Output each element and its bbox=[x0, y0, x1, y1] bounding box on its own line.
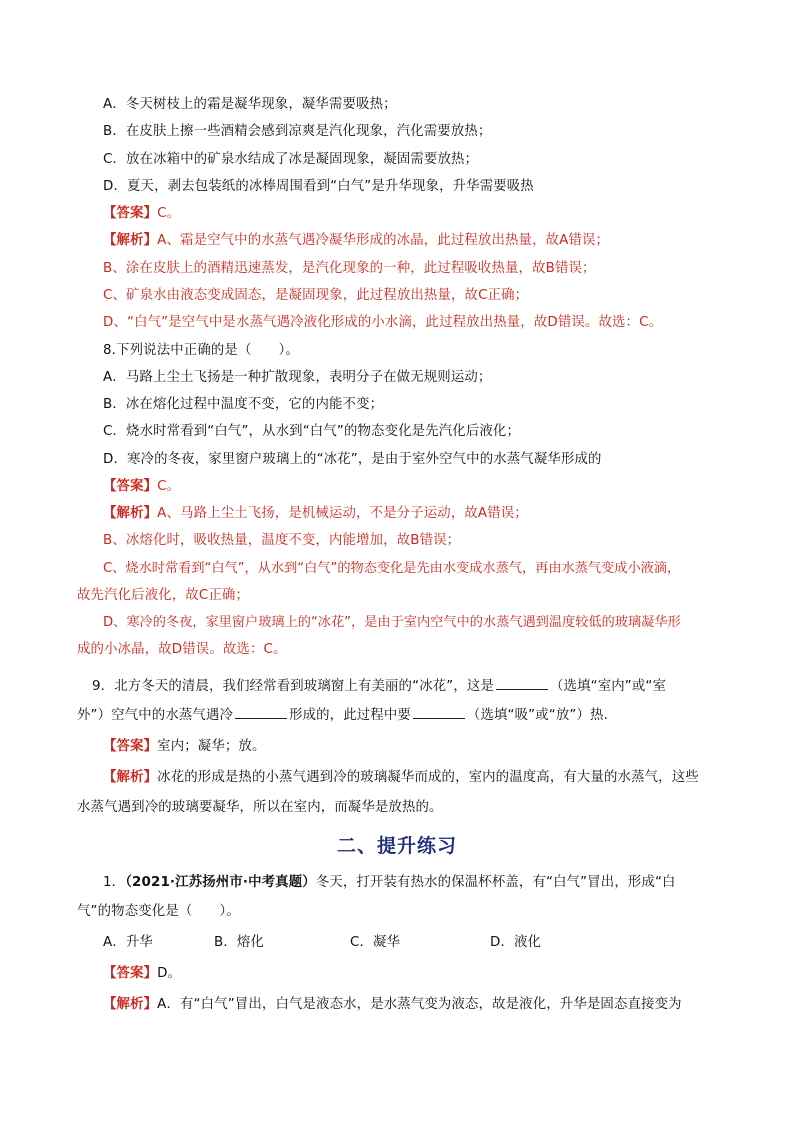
q9-stem-text-2: （选填“室内”或“室 bbox=[549, 679, 667, 694]
q8-analysis-line-3a: C、烧水时常看到“白气”，从水到“白气”的物态变化是先由水变成水蒸气，再由水蒸气变成小液滴， bbox=[103, 561, 681, 576]
q7-option-d: D．夏天，剥去包装纸的冰棒周围看到“白气”是升华现象，升华需要吸热 bbox=[103, 179, 534, 194]
q9-stem-text-3: 外”）空气中的水蒸气遇冷 bbox=[77, 708, 234, 723]
analysis-text: A、霜是空气中的水蒸气遇冷凝华形成的冰晶，此过程放出热量，故A错误； bbox=[157, 233, 610, 248]
q9-stem-text-4: 形成的，此过程中要 bbox=[289, 708, 411, 723]
answer-tag: 【答案】 bbox=[103, 966, 158, 981]
analysis-text: A、马路上尘土飞扬，是机械运动，不是分子运动，故A错误； bbox=[157, 506, 528, 521]
p1-stem-text: 冬天，打开装有热水的保温杯杯盖，有“白气”冒出，形成“白 bbox=[315, 875, 676, 890]
q8-answer bbox=[103, 477, 180, 497]
q7-analysis-line-3: C、矿泉水由液态变成固态，是凝固现象，此过程放出热量，故C正确； bbox=[103, 288, 529, 303]
analysis-text: 冰花的形成是热的小蒸气遇到冷的玻璃凝华而成的，室内的温度高，有大量的水蒸气，这些 bbox=[157, 770, 699, 785]
p1-options bbox=[103, 933, 541, 953]
q9-analysis-line-1 bbox=[103, 768, 699, 788]
q7-analysis-line-2: B、涂在皮肤上的酒精迅速蒸发，是汽化现象的一种，此过程吸收热量，故B错误； bbox=[103, 261, 596, 276]
q8-analysis-line-4b: 成的小冰晶，故D错误。故选：C。 bbox=[77, 642, 287, 657]
p1-answer bbox=[103, 964, 181, 984]
answer-text: 室内；凝华；放。 bbox=[157, 739, 266, 754]
p1-number: 1． bbox=[103, 875, 126, 890]
q8-option-b: B．冰在熔化过程中温度不变，它的内能不变； bbox=[103, 397, 384, 412]
analysis-tag: 【解析】 bbox=[103, 233, 158, 248]
q7-answer bbox=[103, 204, 180, 224]
answer-tag: 【答案】 bbox=[103, 206, 158, 221]
p1-option-a: A．升华 bbox=[103, 935, 153, 950]
analysis-text: A．有“白气”冒出，白气是液态水，是水蒸气变为液态，故是液化，升华是固态直接变为 bbox=[157, 997, 682, 1012]
q9-answer bbox=[103, 737, 266, 757]
q9-stem-line-2 bbox=[77, 705, 617, 726]
q7-option-c: C．放在冰箱中的矿泉水结成了冰是凝固现象，凝固需要放热； bbox=[103, 152, 479, 167]
analysis-tag: 【解析】 bbox=[103, 506, 158, 521]
fill-blank-3[interactable] bbox=[413, 705, 465, 719]
q8-option-c: C．烧水时常看到“白气”，从水到“白气”的物态变化是先汽化后液化； bbox=[103, 424, 520, 439]
p1-source: （2021·江苏扬州市·中考真题） bbox=[125, 875, 316, 890]
analysis-tag: 【解析】 bbox=[103, 997, 158, 1012]
q7-option-a: A．冬天树枝上的霜是凝华现象，凝华需要吸热； bbox=[103, 97, 397, 112]
fill-blank-2[interactable] bbox=[235, 705, 287, 719]
q8-analysis-line-1 bbox=[103, 504, 528, 524]
p1-option-d: D．液化 bbox=[490, 935, 542, 950]
q7-option-b: B．在皮肤上擦一些酒精会感到凉爽是汽化现象，汽化需要放热； bbox=[103, 124, 492, 139]
q9-analysis-line-2: 水蒸气遇到冷的玻璃要凝华，所以在室内，而凝华是放热的。 bbox=[77, 800, 443, 815]
p1-option-b: B．熔化 bbox=[214, 935, 264, 950]
q8-analysis-line-2: B、冰熔化时，吸收热量，温度不变，内能增加，故B错误； bbox=[103, 533, 461, 548]
answer-tag: 【答案】 bbox=[103, 739, 158, 754]
analysis-tag: 【解析】 bbox=[103, 770, 158, 785]
fill-blank-1[interactable] bbox=[496, 676, 548, 690]
q8-stem: 8.下列说法中正确的是（ ）。 bbox=[103, 343, 299, 358]
q8-option-a: A．马路上尘土飞扬是一种扩散现象，表明分子在做无规则运动； bbox=[103, 370, 492, 385]
answer-tag: 【答案】 bbox=[103, 479, 158, 494]
q7-analysis-line-4: D、“白气”是空气中是水蒸气遇冷液化形成的小水滴，此过程放出热量，故D错误。故选：C。 bbox=[103, 315, 663, 330]
q9-stem-text-5: （选填“吸”或“放”）热． bbox=[466, 708, 618, 723]
p1-stem-line-1 bbox=[103, 873, 676, 893]
q9-stem-line-1 bbox=[92, 676, 666, 697]
answer-text: C。 bbox=[157, 206, 181, 221]
q7-analysis-line-1 bbox=[103, 231, 609, 251]
q8-analysis-line-4a: D、寒冷的冬夜，家里窗户玻璃上的“冰花”，是由于室内空气中的水蒸气遇到温度较低的玻璃凝华形 bbox=[103, 615, 681, 630]
p1-stem-line-2: 气”的物态变化是（ ）。 bbox=[77, 904, 240, 919]
answer-text: D。 bbox=[157, 966, 182, 981]
q8-option-d: D．寒冷的冬夜，家里窗户玻璃上的“冰花”，是由于室外空气中的水蒸气凝华形成的 bbox=[103, 452, 602, 467]
p1-analysis-line-1 bbox=[103, 995, 682, 1015]
section-title: 二、提升练习 bbox=[336, 835, 457, 857]
p1-option-c: C．凝华 bbox=[350, 935, 401, 950]
q9-stem-text-1: 9．北方冬天的清晨，我们经常看到玻璃窗上有美丽的“冰花”，这是 bbox=[92, 679, 494, 694]
answer-text: C。 bbox=[157, 479, 181, 494]
q8-analysis-line-3b: 故先汽化后液化，故C正确； bbox=[77, 588, 249, 603]
